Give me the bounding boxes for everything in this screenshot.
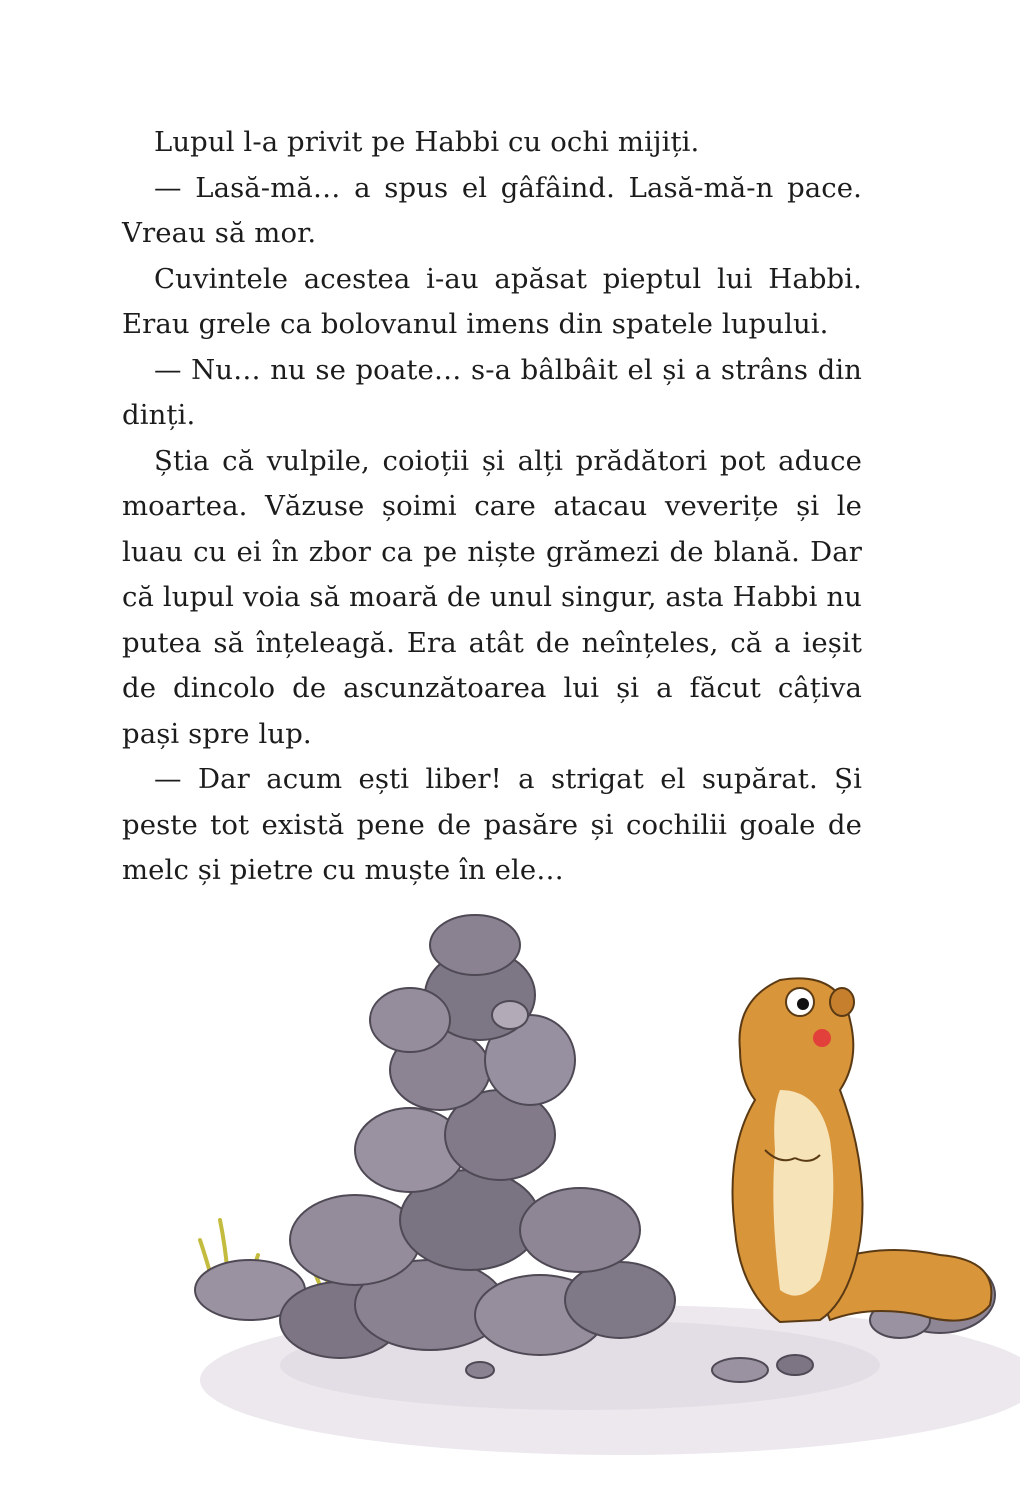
squirrel [733,978,992,1322]
squirrel-pupil [797,998,809,1010]
paragraph-4: — Nu… nu se poate… s-a bâlbâit el și a strâns din dinți. [122,353,862,431]
paragraph-6: — Dar acum ești liber! a strigat el supărat. Și peste tot există pene de pasăre și cochilii goale de melc și pietre cu muște în ele… [122,763,862,886]
rocks-and-squirrel-illustration [180,910,1020,1500]
paragraph-5: Știa că vulpile, coioții și alți prădători pot aduce moartea. Văzuse șoimi care atacau veverițe și le luau cu ei în zbor ca pe niște grămezi de blană. Dar că lupul voia să moară de unul singur, asta Habbi nu putea să înțeleagă. Era atât de neînțeles, că a ieșit de dincolo de ascunzătoarea lui și a făcut câțiva pași spre lup. [122,444,862,750]
paragraph-1: Lupul l-a privit pe Habbi cu ochi mijiți. [154,126,700,158]
story-text [122,120,862,894]
paragraph-3: Cuvintele acestea i-au apăsat pieptul lui Habbi. Erau grele ca bolovanul imens din spatele lupului. [122,262,862,340]
paragraph-2: — Lasă-mă… a spus el gâfâind. Lasă-mă-n pace. Vreau să mor. [122,171,862,249]
squirrel-cheek [813,1029,831,1047]
squirrel-ear [830,988,854,1016]
